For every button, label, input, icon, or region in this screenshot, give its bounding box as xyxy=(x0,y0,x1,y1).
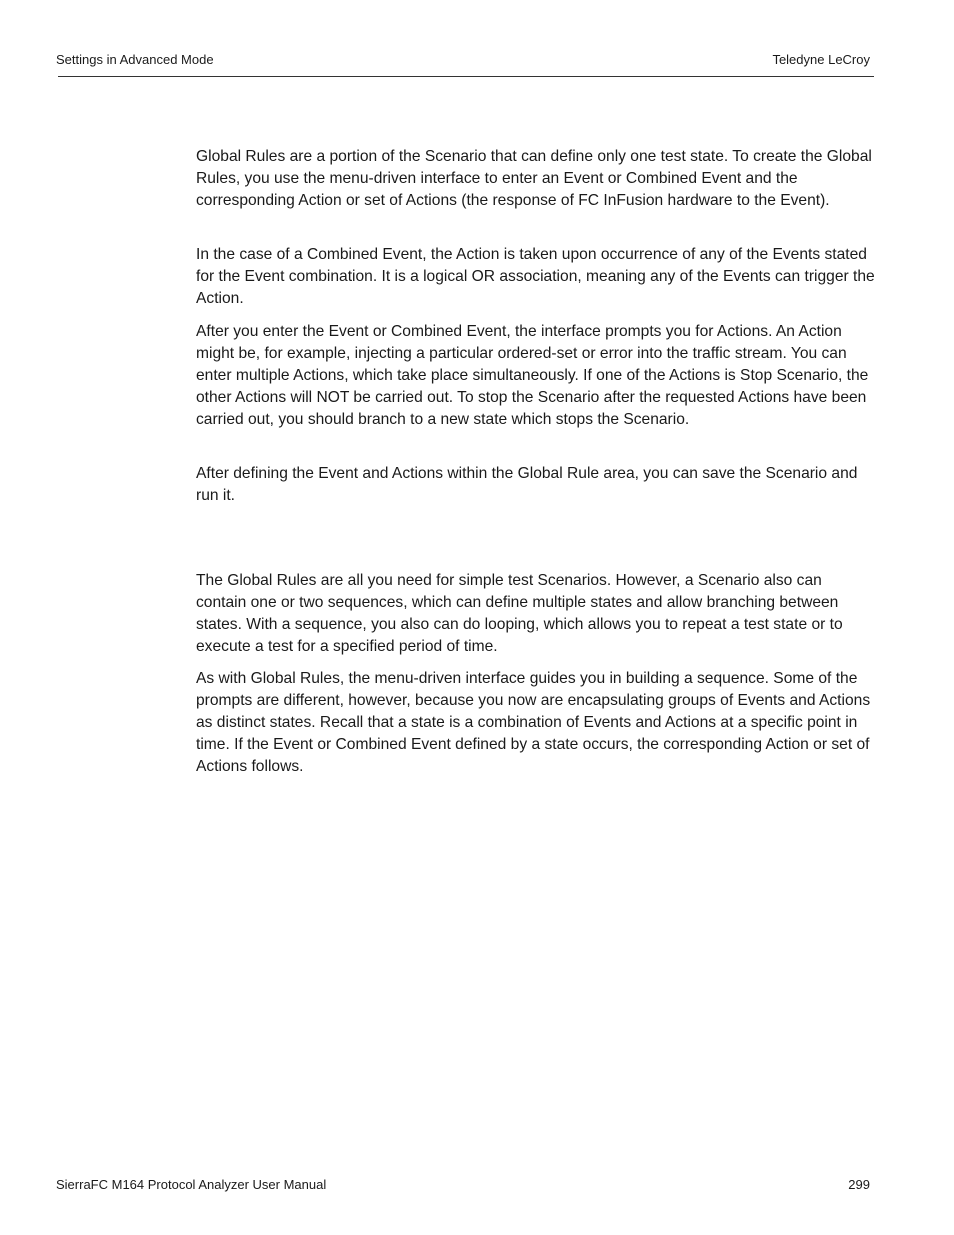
header-company: Teledyne LeCroy xyxy=(772,52,870,67)
paragraph-sequences: The Global Rules are all you need for simple test Scenarios. However, a Scenario also can contain one or two sequences, which can define multiple states and allow branching between states. With a sequence, you also can do looping, which allows you to repeat a test state or to execute a test for a specified period of time. xyxy=(196,572,843,655)
paragraph-actions: After you enter the Event or Combined Event, the interface prompts you for Actions. An Action might be, for example, injecting a particular ordered-set or error into the traffic stream. You can enter multiple Actions, which take place simultaneously. If one of the Actions is Stop Scenario, the other Actions will NOT be carried out. To stop the Scenario after the requested Actions have been carried out, you should branch to a new state which stops the Scenario. xyxy=(196,323,869,428)
footer-manual-title: SierraFC M164 Protocol Analyzer User Manual xyxy=(56,1177,327,1192)
header-divider xyxy=(58,76,874,77)
paragraph-save-scenario: After defining the Event and Actions within the Global Rule area, you can save the Scenario and run it. xyxy=(196,465,858,504)
paragraph-building-sequence: As with Global Rules, the menu-driven interface guides you in building a sequence. Some of the prompts are different, however, because you now are encapsulating groups of Events and Actions as distinct states. Recall that a state is a combination of Events and Actions at a specific point in time. If the Event or Combined Event defined by a state occurs, the corresponding Action or set of Actions follows. xyxy=(196,670,871,775)
paragraph-global-rules-intro: Global Rules are a portion of the Scenario that can define only one test state. To create the Global Rules, you use the menu-driven interface to enter an Event or Combined Event and the corresponding Action or set of Actions (the response of FC InFusion hardware to the Event). xyxy=(196,148,872,209)
page-footer xyxy=(56,1177,870,1195)
header-section-title: Settings in Advanced Mode xyxy=(56,52,214,67)
page-number: 299 xyxy=(848,1177,870,1192)
page-header xyxy=(56,52,870,70)
paragraph-combined-event: In the case of a Combined Event, the Action is taken upon occurrence of any of the Events stated for the Event combination. It is a logical OR association, meaning any of the Events can trigger the Action. xyxy=(196,246,875,307)
